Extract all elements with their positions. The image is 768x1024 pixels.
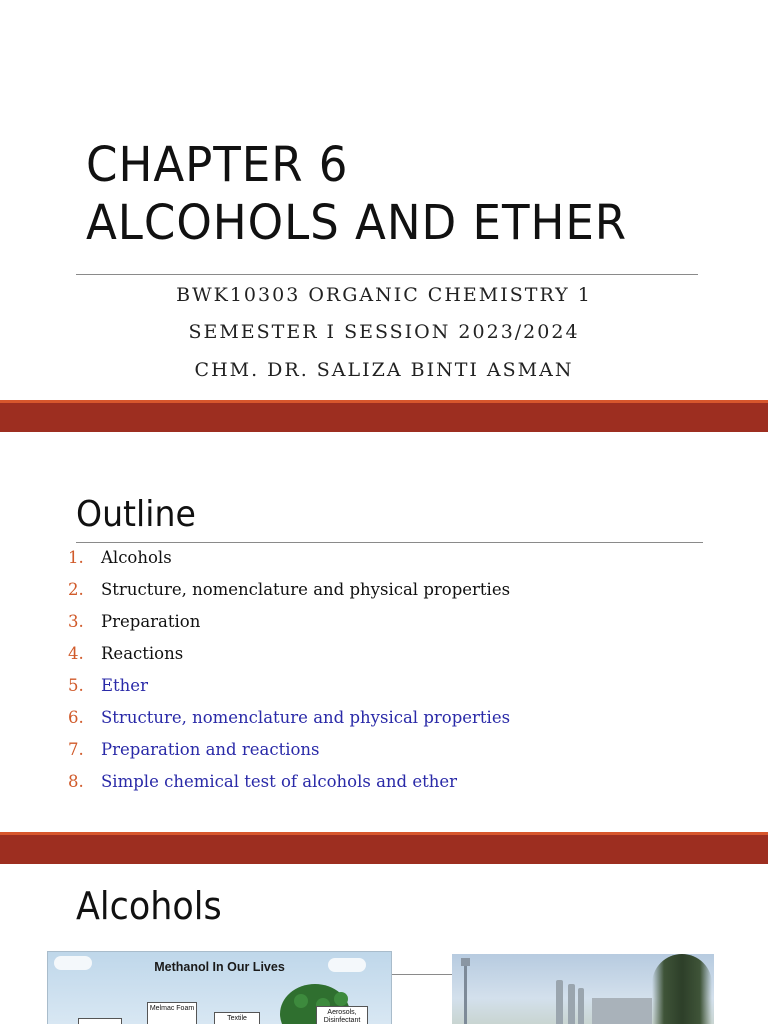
chimney-graphic <box>568 984 575 1024</box>
outline-item-number: 5. <box>68 676 84 695</box>
light-pole-graphic <box>464 958 467 1024</box>
outline-item-link[interactable]: Structure, nomenclature and physical properties <box>101 708 511 727</box>
outline-item-number: 8. <box>68 772 84 791</box>
image-caption: Methanol In Our Lives <box>154 960 285 974</box>
alcohols-heading: Alcohols <box>76 884 222 928</box>
alcohols-slide <box>0 864 768 1024</box>
outline-item-number: 1. <box>68 548 84 567</box>
outline-slide <box>0 432 768 832</box>
pine-tree-graphic <box>652 954 712 1024</box>
outline-item-text: Structure, nomenclature and physical properties <box>101 580 511 599</box>
methanol-uses-image <box>47 951 392 1024</box>
outline-item-link[interactable]: Simple chemical test of alcohols and ether <box>101 772 458 791</box>
outline-item-text: Reactions <box>101 644 184 663</box>
outline-item-number: 4. <box>68 644 84 663</box>
building-graphic <box>592 998 652 1024</box>
course-code: BWK10303 ORGANIC CHEMISTRY 1 <box>176 284 592 306</box>
outline-item[interactable] <box>0 708 700 738</box>
outline-heading: Outline <box>76 494 196 535</box>
outline-item <box>0 612 700 642</box>
outline-item <box>0 548 700 578</box>
outline-item-number: 6. <box>68 708 84 727</box>
label-box <box>78 1018 122 1024</box>
title-slide <box>0 0 768 400</box>
outline-item-text: Preparation <box>101 612 201 631</box>
outline-item-link[interactable]: Preparation and reactions <box>101 740 320 759</box>
label-box-aerosols: Aerosols, Disinfectant <box>316 1006 368 1024</box>
outline-item-number: 7. <box>68 740 84 759</box>
chimney-graphic <box>578 988 584 1024</box>
slide-separator <box>0 832 768 864</box>
outline-item[interactable] <box>0 676 700 706</box>
chimney-graphic <box>556 980 563 1024</box>
outline-item[interactable] <box>0 740 700 770</box>
slide-separator <box>0 400 768 432</box>
outline-item[interactable] <box>0 772 700 802</box>
heading-divider <box>390 974 452 975</box>
semester-session: SEMESTER I SESSION 2023/2024 <box>188 321 580 343</box>
chemical-plant-photo <box>452 954 714 1024</box>
title-divider <box>76 274 698 275</box>
title-line-2: ALCOHOLS AND ETHER <box>86 195 628 251</box>
label-box-textile: Textile <box>214 1012 260 1024</box>
title-line-1: CHAPTER 6 <box>86 137 349 193</box>
slide-title <box>86 136 627 252</box>
outline-divider <box>76 542 703 543</box>
label-box-melamine: Melmac Foam <box>147 1002 197 1024</box>
outline-item <box>0 580 700 610</box>
outline-item <box>0 644 700 674</box>
outline-item-number: 3. <box>68 612 84 631</box>
outline-item-link[interactable]: Ether <box>101 676 148 695</box>
outline-item-text: Alcohols <box>101 548 172 567</box>
outline-item-number: 2. <box>68 580 84 599</box>
lecturer-name: CHM. DR. SALIZA BINTI ASMAN <box>194 359 574 381</box>
